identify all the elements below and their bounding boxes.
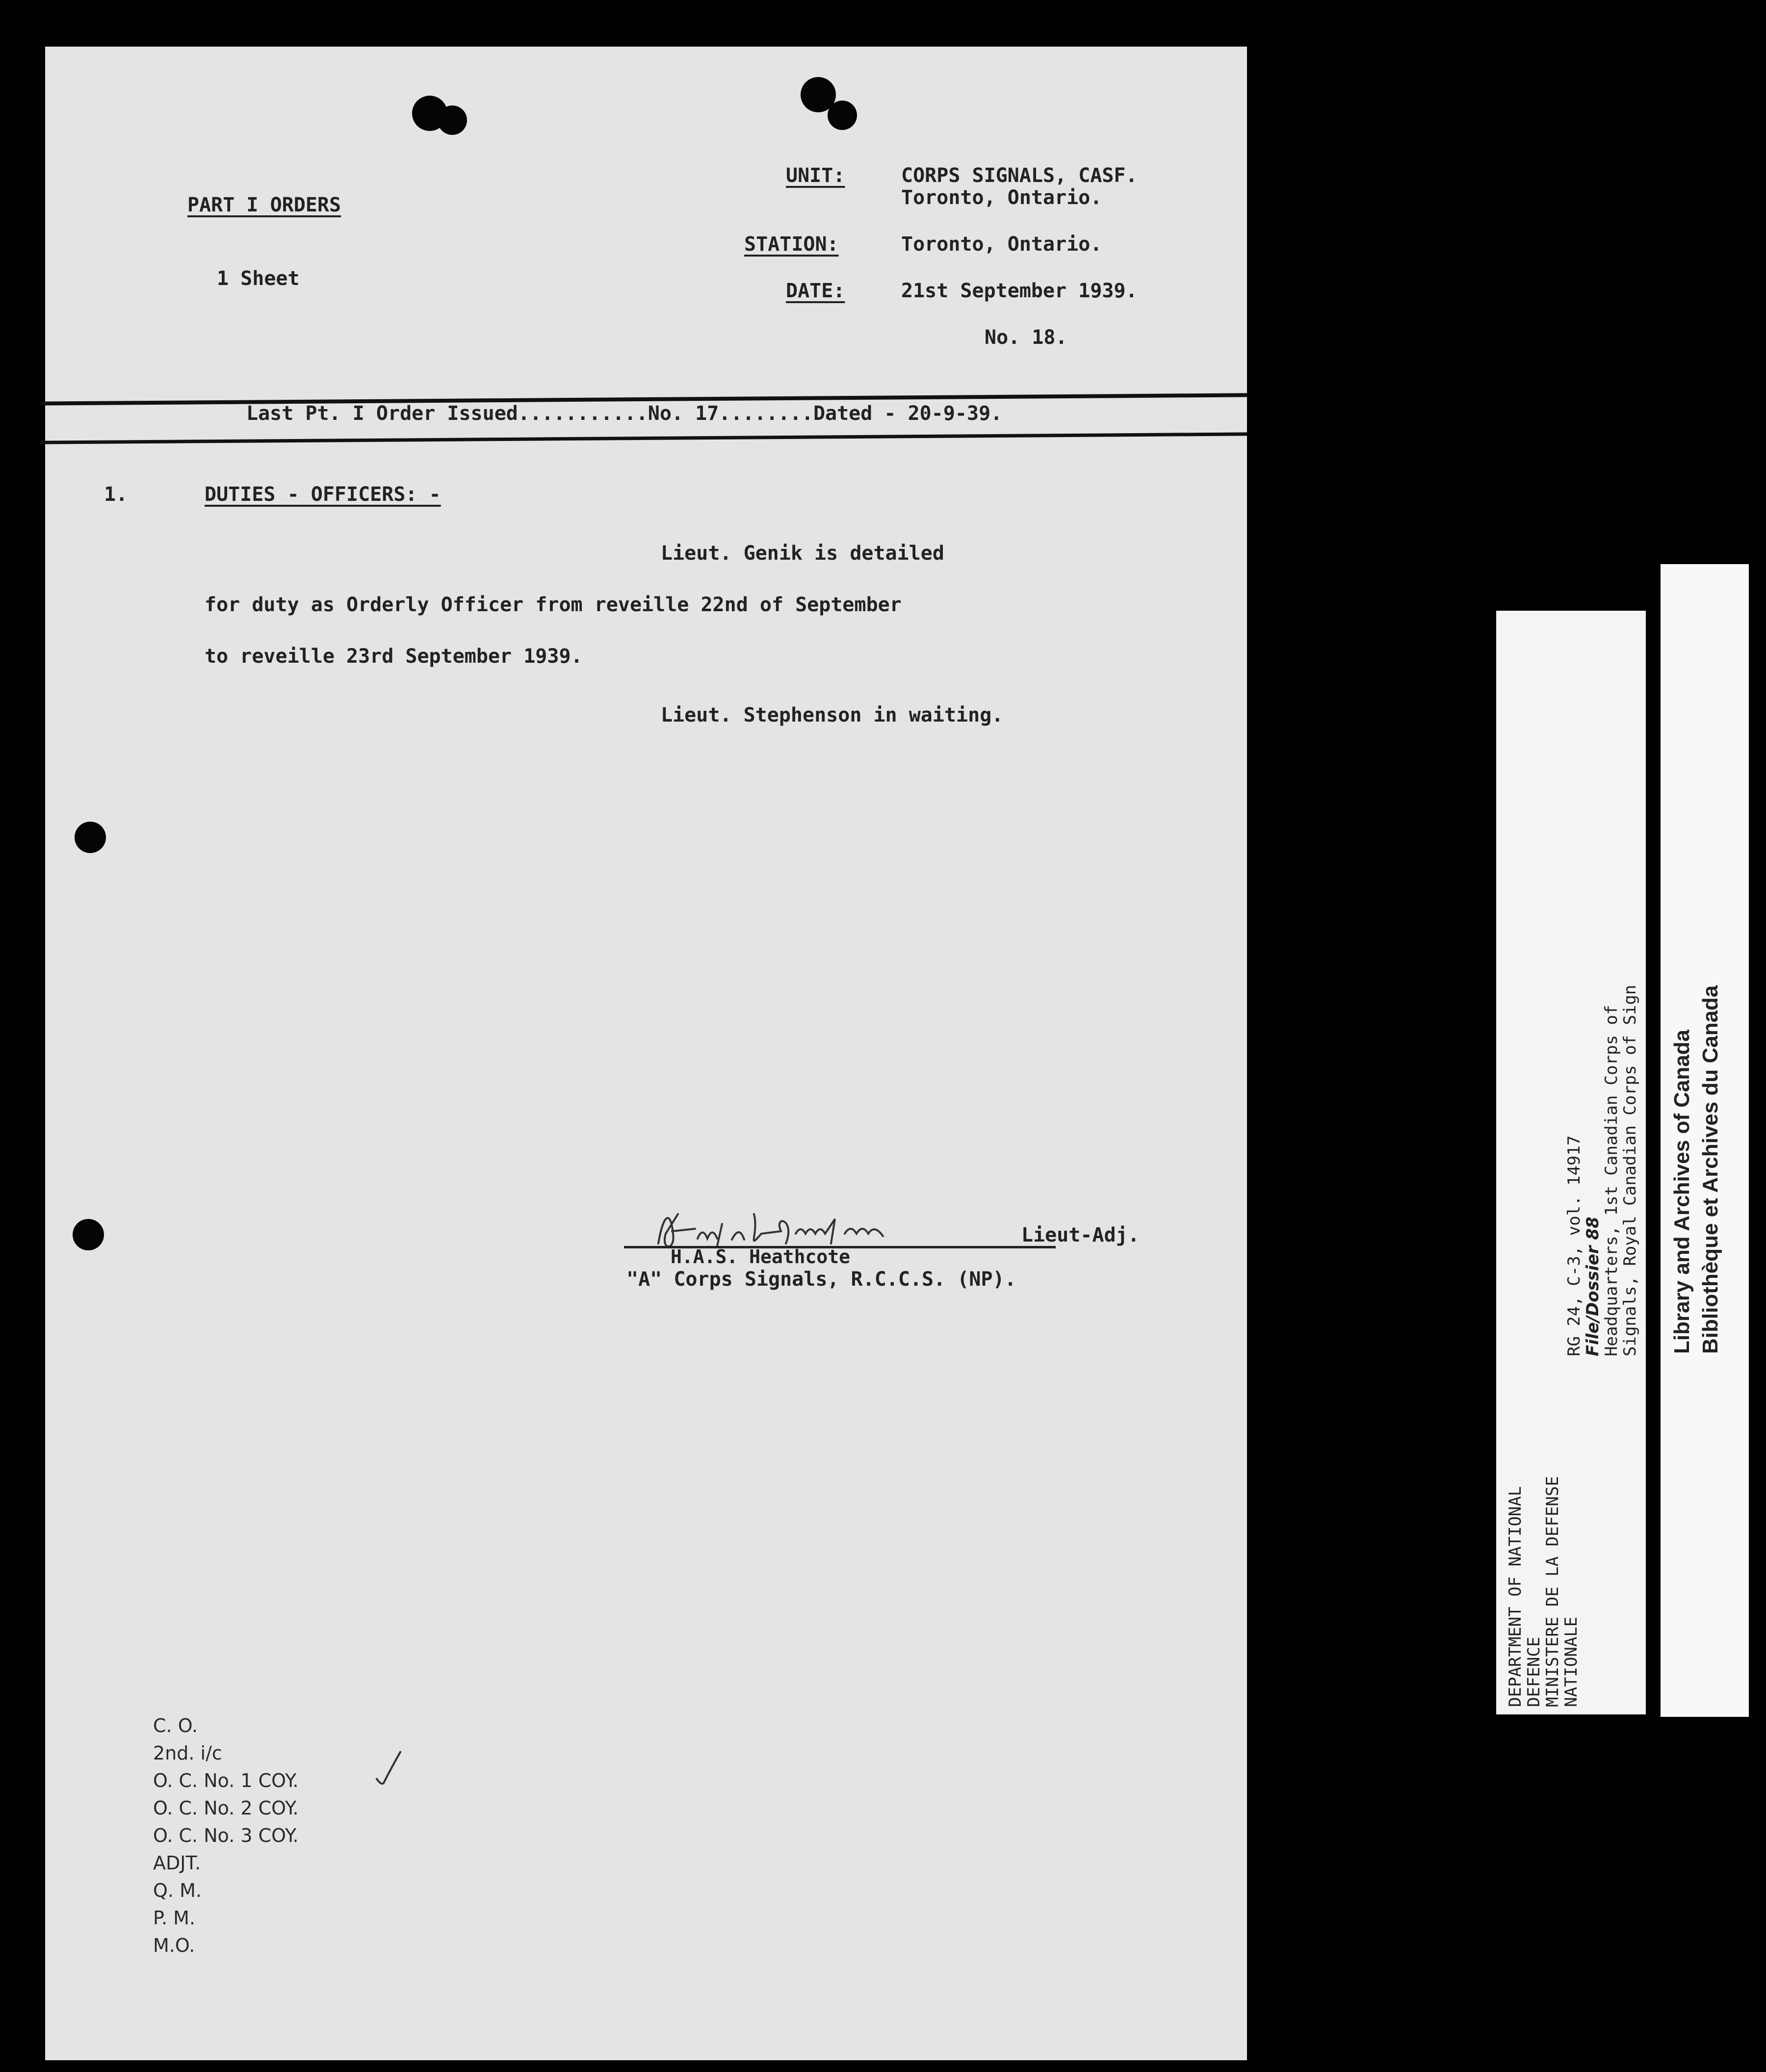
body-line-3: to reveille 23rd September 1939.: [205, 645, 583, 668]
unit-label: UNIT:: [786, 164, 845, 187]
distribution-item: 2nd. i/c: [153, 1742, 222, 1764]
distribution-item: P. M.: [153, 1907, 196, 1929]
ref-line-4: Signals, Royal Canadian Corps of Sign: [1620, 984, 1640, 1356]
station-value: Toronto, Ontario.: [901, 233, 1102, 256]
archive-logo-label: [1661, 564, 1749, 1717]
body-line-4: Lieut. Stephenson in waiting.: [661, 704, 1004, 726]
ref-line-1: RG 24, C-3, vol. 14917: [1564, 1135, 1584, 1356]
dept-line-1: DEPARTMENT OF NATIONAL: [1506, 1486, 1525, 1707]
signature-unit: "A" Corps Signals, R.C.C.S. (NP).: [626, 1268, 1016, 1291]
date-value: 21st September 1939.: [901, 280, 1138, 302]
archive-reference-label: [1496, 611, 1646, 1714]
signature-name: H.A.S. Heathcote: [671, 1246, 851, 1268]
unit-value: CORPS SIGNALS, CASF.: [901, 164, 1138, 187]
station-label: STATION:: [744, 233, 839, 256]
distribution-item: Q. M.: [153, 1880, 202, 1901]
bottom-rule: [40, 432, 1247, 444]
body-line-1: Lieut. Genik is detailed: [661, 542, 944, 565]
lac-french: Bibliothèque et Archives du Canada: [1698, 985, 1722, 1354]
ref-line-2: File/Dossier 88: [1583, 1217, 1603, 1356]
ref-line-3: Headquarters, 1st Canadian Corps of: [1602, 1005, 1621, 1356]
distribution-item: ADJT.: [153, 1852, 201, 1874]
item-heading: DUTIES - OFFICERS: -: [205, 483, 441, 506]
part-title: PART I ORDERS: [187, 194, 341, 216]
dept-line-3: MINISTERE DE LA DEFENSE: [1543, 1476, 1562, 1707]
distribution-item: C. O.: [153, 1715, 198, 1736]
dept-line-4: NATIONALE: [1561, 1616, 1581, 1707]
sheet-count: 1 Sheet: [217, 267, 300, 290]
distribution-item: O. C. No. 3 COY.: [153, 1825, 299, 1846]
unit-city: Toronto, Ontario.: [901, 186, 1102, 209]
order-number: No. 18.: [985, 326, 1067, 349]
lac-english: Library and Archives of Canada: [1670, 1029, 1694, 1354]
body-line-2: for duty as Orderly Officer from reveille 22nd of September: [205, 594, 902, 616]
punch-hole: [73, 1219, 104, 1250]
document-page: [45, 47, 1247, 2060]
date-label: DATE:: [786, 280, 845, 302]
dept-line-2: DEFENCE: [1524, 1636, 1544, 1707]
punch-hole: [75, 822, 106, 853]
distribution-item: M.O.: [153, 1935, 195, 1956]
punch-hole: [828, 101, 857, 130]
distribution-item: O. C. No. 2 COY.: [153, 1797, 299, 1819]
punch-hole: [438, 105, 467, 135]
signature-rank: Lieut-Adj.: [1021, 1224, 1140, 1246]
distribution-list: [153, 1712, 299, 1959]
last-order-line: Last Pt. I Order Issued...........No. 17........Dated - 20-9-39.: [246, 402, 1003, 425]
distribution-item: O. C. No. 1 COY.: [153, 1770, 299, 1791]
check-mark: [374, 1749, 403, 1788]
item-number: 1.: [104, 483, 128, 506]
